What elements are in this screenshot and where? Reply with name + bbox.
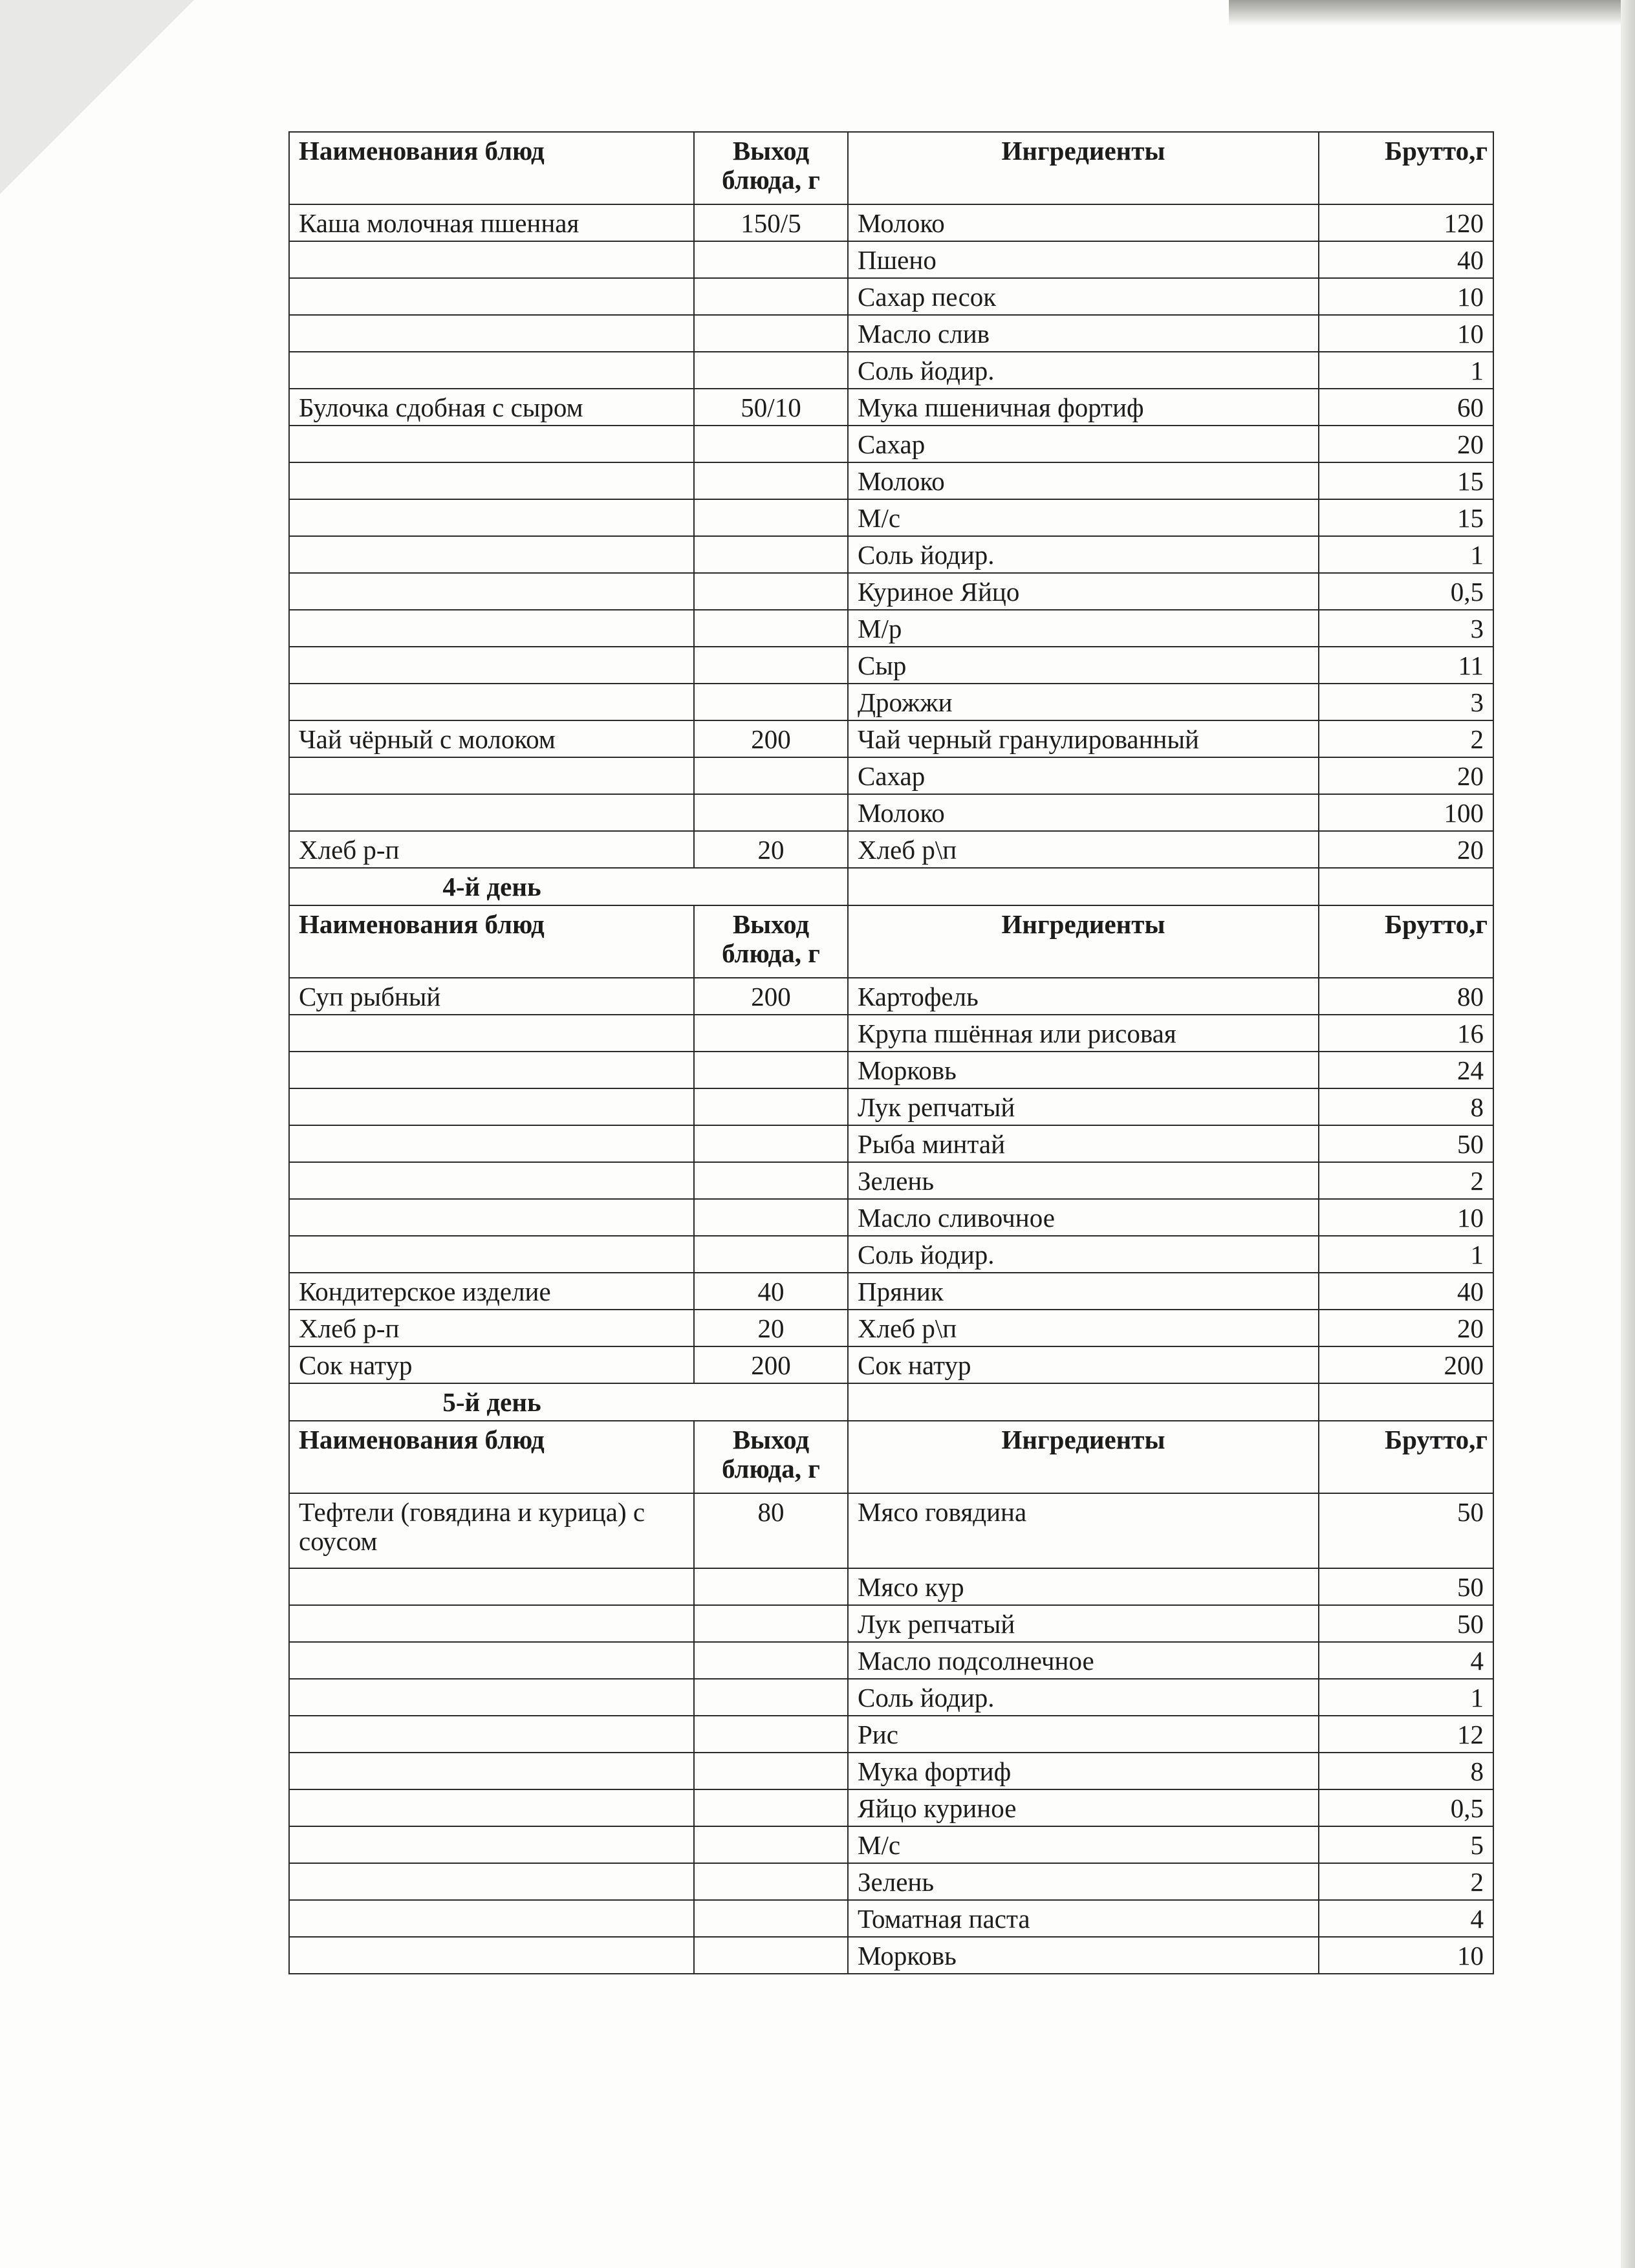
ingredient-name: Мясо кур: [848, 1568, 1319, 1605]
dish-name: Булочка сдобная с сыром: [289, 389, 694, 426]
scan-edge-top: [1229, 0, 1635, 26]
ingredient-name: Крупа пшённая или рисовая: [848, 1015, 1319, 1052]
gross-weight: 16: [1319, 1015, 1493, 1052]
dish-name: [289, 684, 694, 720]
table-row: [289, 1753, 1493, 1789]
day-title: 4-й день: [289, 868, 694, 905]
day-title-blank: [694, 868, 848, 905]
dish-yield: [694, 1863, 848, 1900]
table-row: [289, 499, 1493, 536]
gross-weight: 20: [1319, 1310, 1493, 1346]
table-row: [289, 647, 1493, 684]
dish-name: Кондитерское изделие: [289, 1273, 694, 1310]
dish-name: [289, 352, 694, 389]
ingredient-name: Лук репчатый: [848, 1605, 1319, 1642]
dish-name: [289, 1052, 694, 1088]
gross-weight: 50: [1319, 1493, 1493, 1568]
dish-name: [289, 573, 694, 610]
dish-name: [289, 1088, 694, 1125]
dish-yield: [694, 684, 848, 720]
dish-yield: [694, 1937, 848, 1974]
menu-sheet: [288, 131, 1493, 1974]
ingredient-name: Сок натур: [848, 1346, 1319, 1383]
dish-yield: [694, 794, 848, 831]
dish-yield: [694, 462, 848, 499]
ingredient-name: Соль йодир.: [848, 536, 1319, 573]
gross-weight: 80: [1319, 978, 1493, 1015]
gross-weight: 20: [1319, 831, 1493, 868]
ingredient-name: Мука фортиф: [848, 1753, 1319, 1789]
ingredient-name: Сахар: [848, 757, 1319, 794]
dish-name: [289, 278, 694, 315]
table-row: [289, 1199, 1493, 1236]
dish-yield: 200: [694, 978, 848, 1015]
ingredient-name: Морковь: [848, 1052, 1319, 1088]
ingredient-name: М/с: [848, 499, 1319, 536]
dish-yield: [694, 1605, 848, 1642]
column-header-row: [289, 1421, 1493, 1493]
ingredient-name: Томатная паста: [848, 1900, 1319, 1937]
ingredient-name: Масло подсолнечное: [848, 1642, 1319, 1679]
table-row: [289, 1162, 1493, 1199]
ingredient-name: Молоко: [848, 204, 1319, 241]
dish-yield: [694, 647, 848, 684]
day-title-blank: [848, 868, 1319, 905]
gross-weight: 1: [1319, 536, 1493, 573]
gross-weight: 3: [1319, 610, 1493, 647]
table-row: [289, 610, 1493, 647]
dish-yield: [694, 1236, 848, 1273]
dish-yield: 80: [694, 1493, 848, 1568]
gross-weight: 10: [1319, 315, 1493, 352]
dish-yield: [694, 352, 848, 389]
table-row: [289, 1310, 1493, 1346]
dish-yield: [694, 1015, 848, 1052]
day-title-row: [289, 868, 1493, 905]
ingredient-name: Чай черный гранулированный: [848, 720, 1319, 757]
table-row: [289, 1900, 1493, 1937]
table-row: [289, 831, 1493, 868]
dish-yield: 40: [694, 1273, 848, 1310]
gross-weight: 60: [1319, 389, 1493, 426]
dish-name: [289, 1162, 694, 1199]
table-row: [289, 1346, 1493, 1383]
column-header-row: [289, 132, 1493, 204]
table-row: [289, 794, 1493, 831]
gross-weight: 10: [1319, 1199, 1493, 1236]
dish-yield: [694, 1753, 848, 1789]
header-ingredients: Ингредиенты: [848, 132, 1319, 204]
ingredient-name: Рис: [848, 1716, 1319, 1753]
ingredient-name: М/р: [848, 610, 1319, 647]
gross-weight: 20: [1319, 757, 1493, 794]
table-row: [289, 241, 1493, 278]
gross-weight: 1: [1319, 1679, 1493, 1716]
dish-yield: [694, 1826, 848, 1863]
scan-edge-right: [1621, 0, 1635, 2268]
dish-name: [289, 536, 694, 573]
dish-name: [289, 1679, 694, 1716]
table-row: [289, 1493, 1493, 1568]
header-dish: Наименования блюд: [289, 905, 694, 978]
dish-yield: [694, 499, 848, 536]
ingredient-name: Хлеб р\п: [848, 831, 1319, 868]
dish-name: [289, 1199, 694, 1236]
dish-name: [289, 1826, 694, 1863]
gross-weight: 1: [1319, 352, 1493, 389]
ingredient-name: Хлеб р\п: [848, 1310, 1319, 1346]
dish-name: [289, 647, 694, 684]
gross-weight: 0,5: [1319, 1789, 1493, 1826]
table-row: [289, 389, 1493, 426]
dish-name: [289, 1605, 694, 1642]
dish-name: [289, 1753, 694, 1789]
ingredient-name: Морковь: [848, 1937, 1319, 1974]
table-row: [289, 757, 1493, 794]
table-row: [289, 1052, 1493, 1088]
gross-weight: 15: [1319, 499, 1493, 536]
header-ingredients: Ингредиенты: [848, 1421, 1319, 1493]
dish-name: [289, 1789, 694, 1826]
gross-weight: 15: [1319, 462, 1493, 499]
ingredient-name: Сыр: [848, 647, 1319, 684]
table-row: [289, 1088, 1493, 1125]
table-row: [289, 684, 1493, 720]
gross-weight: 50: [1319, 1605, 1493, 1642]
ingredient-name: Куриное Яйцо: [848, 573, 1319, 610]
table-row: [289, 536, 1493, 573]
dish-yield: 200: [694, 1346, 848, 1383]
header-gross: Брутто,г: [1319, 132, 1493, 204]
dish-yield: [694, 241, 848, 278]
day-title: 5-й день: [289, 1383, 694, 1421]
gross-weight: 11: [1319, 647, 1493, 684]
day-title-blank: [1319, 868, 1493, 905]
dish-yield: [694, 426, 848, 462]
gross-weight: 0,5: [1319, 573, 1493, 610]
ingredient-name: Зелень: [848, 1162, 1319, 1199]
table-row: [289, 1826, 1493, 1863]
dish-name: Хлеб р-п: [289, 1310, 694, 1346]
ingredient-name: Сахар: [848, 426, 1319, 462]
dish-yield: [694, 1199, 848, 1236]
table-row: [289, 1789, 1493, 1826]
table-row: [289, 1642, 1493, 1679]
menu-table-body: [289, 132, 1493, 1974]
day-title-blank: [1319, 1383, 1493, 1421]
dish-name: Каша молочная пшенная: [289, 204, 694, 241]
menu-table: [288, 131, 1494, 1974]
table-row: [289, 1125, 1493, 1162]
header-ingredients: Ингредиенты: [848, 905, 1319, 978]
table-row: [289, 1679, 1493, 1716]
table-row: [289, 426, 1493, 462]
ingredient-name: Пшено: [848, 241, 1319, 278]
table-row: [289, 1015, 1493, 1052]
ingredient-name: Соль йодир.: [848, 1236, 1319, 1273]
dish-yield: [694, 1162, 848, 1199]
dish-yield: [694, 315, 848, 352]
table-row: [289, 1568, 1493, 1605]
dish-name: [289, 1236, 694, 1273]
header-yield: Выход блюда, г: [694, 905, 848, 978]
ingredient-name: Масло слив: [848, 315, 1319, 352]
header-yield: Выход блюда, г: [694, 132, 848, 204]
table-row: [289, 1716, 1493, 1753]
gross-weight: 5: [1319, 1826, 1493, 1863]
gross-weight: 100: [1319, 794, 1493, 831]
gross-weight: 120: [1319, 204, 1493, 241]
ingredient-name: Соль йодир.: [848, 352, 1319, 389]
table-row: [289, 278, 1493, 315]
ingredient-name: Молоко: [848, 794, 1319, 831]
header-dish: Наименования блюд: [289, 1421, 694, 1493]
dish-yield: 50/10: [694, 389, 848, 426]
dish-yield: 200: [694, 720, 848, 757]
dish-name: [289, 757, 694, 794]
dish-yield: [694, 1088, 848, 1125]
gross-weight: 8: [1319, 1088, 1493, 1125]
table-row: [289, 573, 1493, 610]
gross-weight: 200: [1319, 1346, 1493, 1383]
gross-weight: 4: [1319, 1642, 1493, 1679]
table-row: [289, 315, 1493, 352]
dish-yield: 20: [694, 1310, 848, 1346]
table-row: [289, 720, 1493, 757]
gross-weight: 2: [1319, 720, 1493, 757]
dish-name: [289, 1900, 694, 1937]
dish-yield: [694, 1052, 848, 1088]
gross-weight: 8: [1319, 1753, 1493, 1789]
table-row: [289, 1605, 1493, 1642]
ingredient-name: Молоко: [848, 462, 1319, 499]
dish-name: [289, 1568, 694, 1605]
dish-name: Чай чёрный с молоком: [289, 720, 694, 757]
table-row: [289, 1937, 1493, 1974]
gross-weight: 40: [1319, 1273, 1493, 1310]
gross-weight: 20: [1319, 426, 1493, 462]
table-row: [289, 1236, 1493, 1273]
dish-name: [289, 426, 694, 462]
dish-name: [289, 315, 694, 352]
day-title-blank: [848, 1383, 1319, 1421]
dish-name: [289, 1125, 694, 1162]
ingredient-name: Масло сливочное: [848, 1199, 1319, 1236]
table-row: [289, 978, 1493, 1015]
dish-name: [289, 1015, 694, 1052]
dish-yield: [694, 1716, 848, 1753]
ingredient-name: Картофель: [848, 978, 1319, 1015]
dish-yield: 20: [694, 831, 848, 868]
page-corner-fold: [0, 0, 194, 194]
ingredient-name: Сахар песок: [848, 278, 1319, 315]
dish-name: [289, 1863, 694, 1900]
dish-yield: [694, 573, 848, 610]
dish-yield: [694, 757, 848, 794]
dish-name: Сок натур: [289, 1346, 694, 1383]
dish-yield: 150/5: [694, 204, 848, 241]
header-yield: Выход блюда, г: [694, 1421, 848, 1493]
dish-name: [289, 1716, 694, 1753]
dish-yield: [694, 278, 848, 315]
gross-weight: 50: [1319, 1125, 1493, 1162]
gross-weight: 50: [1319, 1568, 1493, 1605]
gross-weight: 3: [1319, 684, 1493, 720]
dish-yield: [694, 1900, 848, 1937]
gross-weight: 10: [1319, 278, 1493, 315]
dish-name: [289, 462, 694, 499]
ingredient-name: Мясо говядина: [848, 1493, 1319, 1568]
dish-name: [289, 610, 694, 647]
table-row: [289, 1273, 1493, 1310]
ingredient-name: Соль йодир.: [848, 1679, 1319, 1716]
gross-weight: 4: [1319, 1900, 1493, 1937]
dish-name: [289, 1642, 694, 1679]
header-dish: Наименования блюд: [289, 132, 694, 204]
ingredient-name: Лук репчатый: [848, 1088, 1319, 1125]
gross-weight: 2: [1319, 1162, 1493, 1199]
dish-name: Тефтели (говядина и курица) с соусом: [289, 1493, 694, 1568]
dish-yield: [694, 1679, 848, 1716]
gross-weight: 10: [1319, 1937, 1493, 1974]
table-row: [289, 1863, 1493, 1900]
dish-name: Суп рыбный: [289, 978, 694, 1015]
dish-name: Хлеб р-п: [289, 831, 694, 868]
ingredient-name: Пряник: [848, 1273, 1319, 1310]
ingredient-name: Рыба минтай: [848, 1125, 1319, 1162]
ingredient-name: М/с: [848, 1826, 1319, 1863]
dish-yield: [694, 536, 848, 573]
table-row: [289, 204, 1493, 241]
ingredient-name: Зелень: [848, 1863, 1319, 1900]
dish-yield: [694, 1789, 848, 1826]
dish-yield: [694, 1125, 848, 1162]
dish-yield: [694, 1568, 848, 1605]
gross-weight: 12: [1319, 1716, 1493, 1753]
column-header-row: [289, 905, 1493, 978]
dish-yield: [694, 610, 848, 647]
dish-name: [289, 1937, 694, 1974]
gross-weight: 40: [1319, 241, 1493, 278]
gross-weight: 24: [1319, 1052, 1493, 1088]
day-title-blank: [694, 1383, 848, 1421]
dish-name: [289, 499, 694, 536]
dish-name: [289, 794, 694, 831]
ingredient-name: Яйцо куриное: [848, 1789, 1319, 1826]
ingredient-name: Дрожжи: [848, 684, 1319, 720]
gross-weight: 1: [1319, 1236, 1493, 1273]
table-row: [289, 462, 1493, 499]
day-title-row: [289, 1383, 1493, 1421]
dish-name: [289, 241, 694, 278]
gross-weight: 2: [1319, 1863, 1493, 1900]
header-gross: Брутто,г: [1319, 1421, 1493, 1493]
dish-yield: [694, 1642, 848, 1679]
table-row: [289, 352, 1493, 389]
header-gross: Брутто,г: [1319, 905, 1493, 978]
ingredient-name: Мука пшеничная фортиф: [848, 389, 1319, 426]
